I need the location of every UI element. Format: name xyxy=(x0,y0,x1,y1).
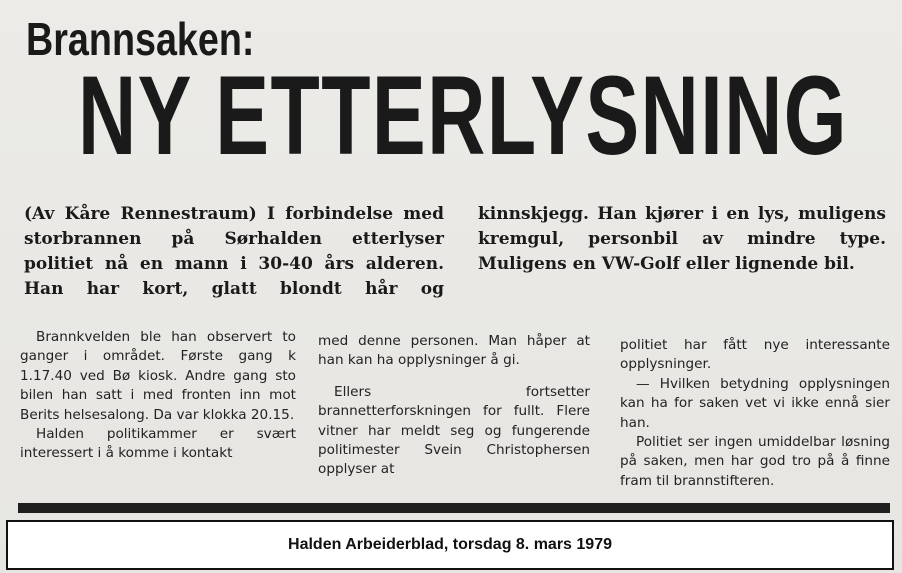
source-caption xyxy=(6,520,894,570)
column-paragraph: Halden politikammer er svært interessert i å komme i kontakt xyxy=(20,426,296,462)
bottom-rule xyxy=(18,503,890,513)
lead-paragraph-right xyxy=(478,202,886,277)
column-paragraph: politiet har fått nye interessante opplysninger. xyxy=(620,337,890,373)
lead-text-right: kinnskjegg. Han kjører i en lys, muligens kremgul, personbil av mindre type. Muligens en VW-Golf eller lignende bil. xyxy=(478,204,886,274)
body-column-1 xyxy=(20,328,296,464)
body-column-2 xyxy=(318,332,590,480)
lead-paragraph-left xyxy=(24,202,444,302)
article-kicker: Brannsaken: xyxy=(26,13,255,65)
column-paragraph: Brannkvelden ble han observert to ganger i området. Første gang k 1.17.40 ved Bø kiosk. Andre gang sto bilen han satt i med fronten inn mot Berits helsesalong. Da var klokka 20.15. xyxy=(20,329,296,423)
lead-text-left: (Av Kåre Rennestraum) I forbindelse med storbrannen på Sørhalden etterlyser politiet nå en mann i 30-40 års alderen. Han har kort, glatt blondt hår og xyxy=(24,204,444,299)
column-paragraph: — Hvilken betydning opplysningen kan ha for saken vet vi ikke ennå sier han. xyxy=(620,375,890,431)
column-paragraph: Politiet ser ingen umiddelbar løsning på saken, men har god tro på å finne fram til brannstifteren. xyxy=(620,434,890,489)
column-paragraph: med denne personen. Man håper at han kan ha opplysninger å gi. xyxy=(318,333,590,369)
source-caption-text: Halden Arbeiderblad, torsdag 8. mars 1979 xyxy=(288,536,612,553)
column-paragraph: Ellers fortsetter brannetterforskningen for fullt. Flere vitner har meldt seg og fungerende politimester Svein Christophersen opplyser at xyxy=(318,383,590,478)
body-column-3 xyxy=(620,336,890,491)
article-headline: NY ETTERLYSNING xyxy=(78,53,848,178)
